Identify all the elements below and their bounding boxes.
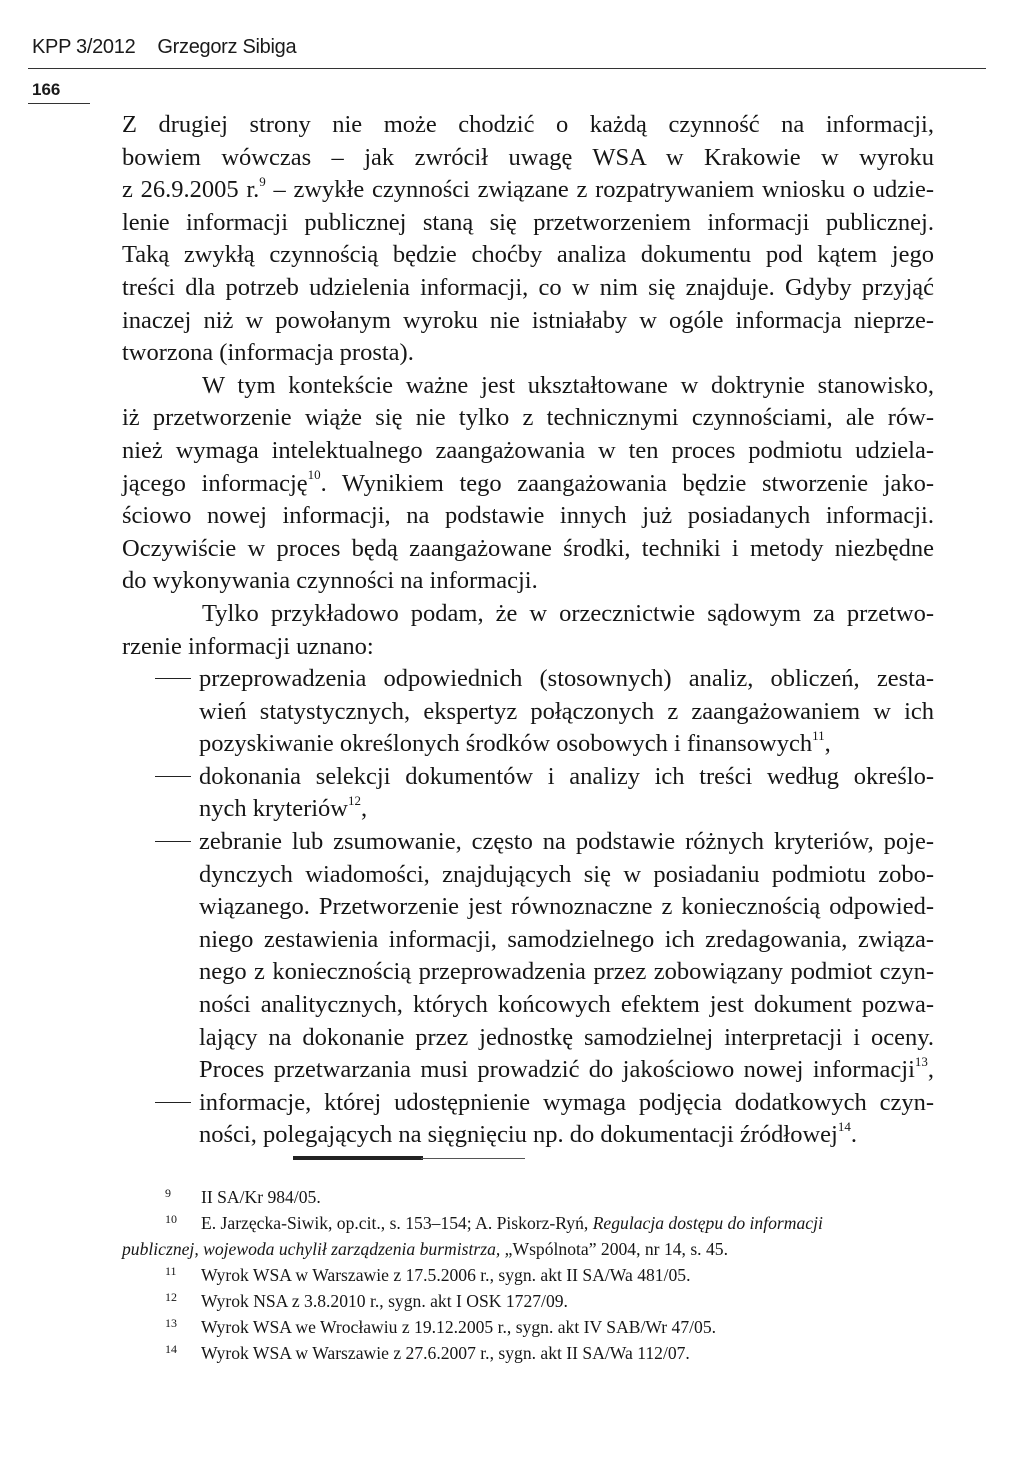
text-line: rzenie informacji uznano: [122, 632, 374, 660]
text-line: dynczych wiadomości, znajdujących się w posiadaniu podmiotu zobo- [199, 860, 934, 888]
text-line: nego z koniecznością przeprowadzenia przez zobowiązany podmiot czyn- [199, 958, 934, 986]
text-line: przeprowadzenia odpowiednich (stosownych) analiz, obliczeń, zesta- [199, 665, 934, 693]
footnote-number: 11 [165, 1264, 177, 1278]
paragraph-3 [122, 598, 934, 663]
text-line [122, 174, 934, 207]
author-name: Grzegorz Sibiga [157, 36, 297, 58]
text-run: . Wynikiem tego zaangażowania będzie stworzenie jako- [320, 469, 934, 497]
text-line: nież wymaga intelektualnego zaangażowania w ten proces podmiotu udziela- [122, 436, 934, 464]
text-line: tworzona (informacja prosta). [122, 339, 414, 367]
footnote-separator [293, 1156, 525, 1160]
page-number-rule [28, 103, 90, 104]
page-number: 166 [32, 80, 61, 99]
footnote-text [122, 1211, 934, 1237]
text-line: Taką zwykłą czynnością będzie choćby analiza dokumentu pod kątem jego [122, 241, 934, 269]
list-item [122, 1087, 934, 1152]
text-line: niego zestawienia informacji, samodzielnego ich zredagowania, związa- [199, 925, 934, 953]
journal-label: KPP 3/2012 [32, 36, 136, 58]
footnote-13 [122, 1315, 934, 1341]
list-item [122, 826, 934, 1087]
footnote-number: 12 [165, 1290, 177, 1304]
paragraph-1 [122, 109, 934, 370]
text-run: , [361, 795, 368, 823]
footnote-ref-11[interactable]: 11 [812, 728, 825, 744]
text-line: ściowo nowej informacji, na podstawie innych już posiadanych informacji. [122, 502, 934, 530]
footnote-text: Wyrok WSA we Wrocławiu z 19.12.2005 r., sygn. akt IV SAB/Wr 47/05. [201, 1317, 717, 1337]
text-line [199, 1119, 934, 1152]
footnote-text: Wyrok NSA z 3.8.2010 r., sygn. akt I OSK 1727/09. [201, 1291, 568, 1311]
text-run: nych kryteriów [199, 795, 348, 823]
footnote-number: 9 [165, 1186, 171, 1200]
text-line: Tylko przykładowo podam, że w orzecznictwie sądowym za przetwo- [202, 599, 934, 627]
footnote-14 [122, 1341, 934, 1367]
footnote-number: 10 [165, 1212, 177, 1226]
list-item [122, 663, 934, 761]
footnote-text: Wyrok WSA w Warszawie z 27.6.2007 r., sygn. akt II SA/Wa 112/07. [201, 1343, 690, 1363]
footnote-ref-9[interactable]: 9 [259, 174, 266, 190]
footnote-continuation [122, 1237, 934, 1263]
footnote-ref-10[interactable]: 10 [307, 467, 321, 483]
text-run: pozyskiwanie określonych środków osobowych i finansowych [199, 730, 813, 758]
text-run: , [824, 730, 831, 758]
dash-bullet [155, 1102, 191, 1103]
text-line: informacje, której udostępnienie wymaga podjęcia dodatkowych czyn- [199, 1088, 934, 1116]
footnote-10 [122, 1211, 934, 1237]
text-line: iż przetworzenie wiąże się nie tylko z technicznymi czynnościami, ale rów- [122, 404, 934, 432]
dash-bullet [155, 841, 191, 842]
text-run: . [850, 1121, 857, 1149]
dash-bullet [155, 776, 191, 777]
footnote-12 [122, 1289, 934, 1315]
text-run: ności, polegających na sięgnięciu np. do dokumentacji źródłowej [199, 1121, 838, 1149]
text-run: E. Jarzęcka-Siwik, op.cit., s. 153–154; A. Piskorz-Ryń, [201, 1213, 593, 1233]
ruling-list [122, 663, 934, 1152]
separator-thick-rule [293, 1156, 423, 1160]
text-line: lający na dokonanie przez jednostkę samodzielnej interpretacji i oceny. [199, 1023, 934, 1051]
footnotes [122, 1185, 934, 1367]
header-rule [28, 68, 986, 69]
footnote-ref-14[interactable]: 14 [837, 1119, 851, 1135]
publication-title: Regulacja dostępu do informacji [592, 1213, 823, 1233]
text-line: wiązanego. Przetworzenie jest równoznaczne z koniecznością odpowied- [199, 893, 934, 921]
footnote-text: Wyrok WSA w Warszawie z 17.5.2006 r., sygn. akt II SA/Wa 481/05. [201, 1265, 691, 1285]
text-line [199, 793, 934, 826]
text-run: z 26.9.2005 r. [122, 176, 260, 204]
footnote-9 [122, 1185, 934, 1211]
list-item [122, 761, 934, 826]
body-text [122, 109, 934, 1152]
text-line: do wykonywania czynności na informacji. [122, 567, 538, 595]
text-line [122, 468, 934, 501]
text-line: W tym kontekście ważne jest ukształtowane w doktrynie stanowisko, [202, 371, 934, 399]
footnote-text: II SA/Kr 984/05. [201, 1187, 321, 1207]
text-line: bowiem wówczas – jak zwrócił uwagę WSA w Krakowie w wyroku [122, 143, 934, 171]
text-line [199, 1054, 934, 1087]
running-head [32, 36, 296, 59]
footnote-number: 14 [165, 1342, 177, 1356]
text-line: ności analitycznych, których końcowych efektem jest dokument pozwa- [199, 991, 934, 1019]
text-line: Z drugiej strony nie może chodzić o każdą czynność na informacji, [122, 111, 934, 138]
publication-title: publicznej, wojewoda uchylił zarządzenia burmistrza, [122, 1239, 501, 1259]
text-line: dokonania selekcji dokumentów i analizy ich treści według określo- [199, 762, 934, 790]
text-line [199, 728, 934, 761]
footnote-11 [122, 1263, 934, 1289]
text-line: inaczej niż w powołanym wyroku nie istniałaby w ogóle informacja nieprze- [122, 306, 934, 334]
paragraph-2 [122, 370, 934, 598]
footnote-ref-12[interactable]: 12 [348, 793, 361, 809]
text-run: , [927, 1056, 934, 1084]
dash-bullet [155, 678, 191, 679]
text-run: Proces przetwarzania musi prowadzić do jakościowo nowej informacji [199, 1056, 915, 1084]
separator-thin-rule [421, 1158, 525, 1159]
text-line: Oczywiście w proces będą zaangażowane środki, techniki i metody niezbędne [122, 534, 934, 562]
text-line: zebranie lub zsumowanie, często na podstawie różnych kryteriów, poje- [199, 828, 934, 856]
text-line: lenie informacji publicznej staną się przetworzeniem informacji publicznej. [122, 208, 934, 236]
text-line: wień statystycznych, ekspertyz połączonych z zaangażowaniem w ich [199, 697, 934, 725]
footnote-number: 13 [165, 1316, 177, 1330]
text-run: – zwykłe czynności związane z rozpatrywaniem wniosku o udzie- [265, 176, 935, 204]
footnote-ref-13[interactable]: 13 [914, 1054, 928, 1070]
text-line: treści dla potrzeb udzielenia informacji, co w nim się znajduje. Gdyby przyjąć [122, 273, 934, 301]
text-run: jącego informację [122, 469, 308, 497]
text-run: „Wspólnota” 2004, nr 14, s. 45. [500, 1239, 728, 1259]
